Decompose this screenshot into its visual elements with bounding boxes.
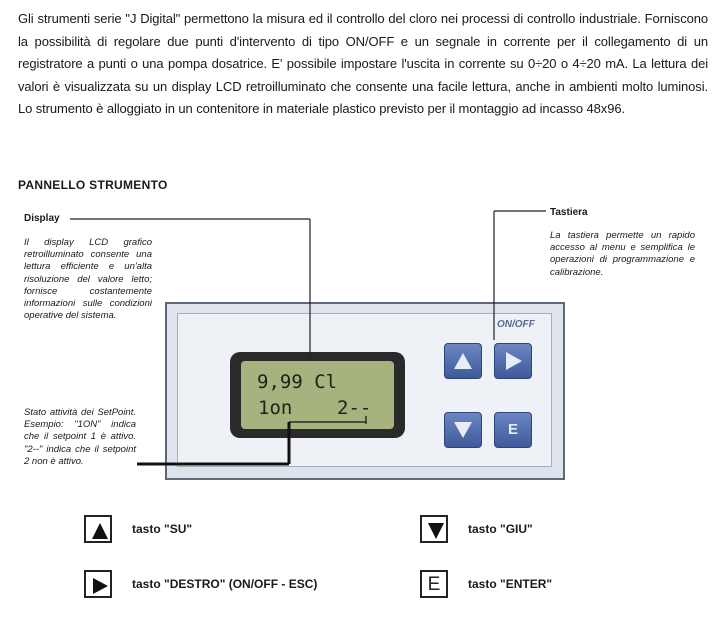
e-letter-icon: E bbox=[427, 574, 441, 595]
panel-right-button[interactable] bbox=[494, 343, 532, 379]
intro-paragraph: Gli strumenti serie "J Digital" permettono la misura ed il controllo del cloro nei processi di controllo industriale. Forniscono la possibilità di regolare due punti d'intervento di tipo ON/OFF e un segnale in corrente per il collegamento di un registratore a punti o una pompa dosatrice. E' possibile impostare l'uscita in corrente su 0÷20 o 4÷20 mA. La lettura dei valori è visualizzata su un display LCD retroilluminato che consente una facile lettura, anche in ambienti molto luminosi. Lo strumento è alloggiato in un contenitore in materiale plastico previsto per il montaggio ad incasso 48x96. bbox=[18, 11, 708, 116]
right-triangle-icon bbox=[90, 576, 110, 596]
section-title: PANNELLO STRUMENTO bbox=[18, 178, 168, 192]
legend-down-key bbox=[420, 515, 448, 543]
panel-enter-button[interactable] bbox=[494, 412, 532, 448]
down-triangle-icon bbox=[426, 521, 446, 541]
display-label: Display bbox=[24, 213, 60, 224]
panel-up-button[interactable] bbox=[444, 343, 482, 379]
e-letter-icon: E bbox=[507, 421, 518, 438]
legend-down-label: tasto "GIU" bbox=[468, 522, 533, 536]
up-triangle-icon bbox=[452, 350, 474, 372]
legend-right-label: tasto "DESTRO" (ON/OFF - ESC) bbox=[132, 577, 318, 591]
right-triangle-icon bbox=[502, 350, 524, 372]
legend-up-key bbox=[84, 515, 112, 543]
legend-enter-label: tasto "ENTER" bbox=[468, 577, 553, 591]
brand-label: ON/OFF bbox=[497, 319, 535, 330]
legend-enter-key bbox=[420, 570, 448, 598]
up-triangle-icon bbox=[90, 521, 110, 541]
down-triangle-icon bbox=[452, 419, 474, 441]
panel-down-button[interactable] bbox=[444, 412, 482, 448]
keyboard-description: La tastiera permette un rapido accesso al menu e semplifica le operazioni di programmazione e calibrazione. bbox=[550, 230, 695, 278]
display-description: Il display LCD grafico retroilluminato consente una lettura efficiente e un'alta risoluzione del valore letto; fornisce costantemente informazioni sulle condizioni operative del sistema. bbox=[24, 237, 152, 322]
legend-up-label: tasto "SU" bbox=[132, 522, 193, 536]
legend-right-key bbox=[84, 570, 112, 598]
lcd-reading: 9,99 Cl bbox=[257, 371, 338, 393]
lcd-setpoint-1: 1on bbox=[258, 397, 293, 419]
lcd-setpoint-2: 2-- bbox=[337, 397, 372, 419]
keyboard-label: Tastiera bbox=[550, 207, 588, 218]
setpoint-description: Stato attività dei SetPoint. Esempio: "1ON" indica che il setpoint 1 è attivo. "2--" indica che il setpoint 2 non è attivo. bbox=[24, 407, 136, 467]
